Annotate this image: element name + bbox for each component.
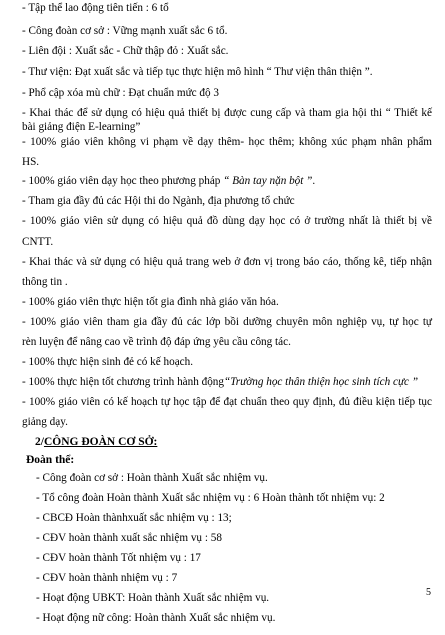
list-item: - Công đoàn cơ sở : Hoàn thành Xuất sắc nhiệm vụ. bbox=[36, 472, 268, 484]
text-line: - 100% giáo viên sử dụng có hiệu quả đồ dùng dạy học có ở trường nhất là thiết bị về bbox=[22, 215, 432, 227]
text-line: - Tập thể lao động tiên tiến : 6 tổ bbox=[22, 2, 169, 14]
list-item: - Hoạt động nữ công: Hoàn thành Xuất sắc nhiệm vụ. bbox=[36, 612, 276, 624]
text-line: bài giảng điện E-learning” bbox=[22, 121, 141, 133]
text-line: - Tham gia đầy đủ các Hội thi do Ngành, địa phương tổ chức bbox=[22, 195, 295, 207]
page-number: 5 bbox=[426, 587, 431, 598]
list-item: - CBCĐ Hoàn thànhxuất sắc nhiệm vụ : 13; bbox=[36, 512, 232, 524]
list-item: - Tổ công đoàn Hoàn thành Xuất sắc nhiệm vụ : 6 Hoàn thành tốt nhiệm vụ: 2 bbox=[36, 492, 385, 504]
text-line: CNTT. bbox=[22, 236, 54, 248]
text-line: - 100% giáo viên dạy học theo phương pháp “ Bàn tay nặn bột ”. bbox=[22, 175, 316, 187]
text-line: rèn luyện để nâng cao về trình độ đáp ứng yêu cầu công tác. bbox=[22, 336, 291, 348]
list-item: - CĐV hoàn thành nhiệm vụ : 7 bbox=[36, 572, 178, 584]
text-line: - 100% giáo viên không vi phạm về dạy thêm- học thêm; không xúc phạm nhân phẩm bbox=[22, 136, 432, 148]
text-line: - Phổ cập xóa mù chữ : Đạt chuẩn mức độ 3 bbox=[22, 87, 219, 99]
text-line: - Khai thác để sử dụng có hiệu quả thiết bị được cung cấp và tham gia hội thi “ Thiết kế bbox=[22, 107, 432, 119]
section-subheading: Đoàn thể: bbox=[26, 454, 75, 466]
text-line: - 100% giáo viên tham gia đầy đủ các lớp bồi dưỡng chuyên môn nghiệp vụ, tự học tự bbox=[22, 316, 432, 328]
section-heading: 2/CÔNG ĐOÀN CƠ SỞ: bbox=[35, 436, 158, 448]
text-line: - 100% giáo viên có kế hoạch tự học tập để đạt chuẩn theo quy định, đủ điều kiện tiếp tục bbox=[22, 396, 432, 408]
text-line: thông tin . bbox=[22, 276, 68, 288]
text-line: - 100% thực hiện sinh đẻ có kế hoạch. bbox=[22, 356, 194, 368]
text-line: HS. bbox=[22, 156, 40, 168]
text-line: - Khai thác và sử dụng có hiệu quả trang web ở đơn vị trong báo cáo, thống kê, tiếp nhận bbox=[22, 256, 432, 268]
text-line: giảng dạy. bbox=[22, 416, 68, 428]
text-line: - Liên đội : Xuất sắc - Chữ thập đỏ : Xuất sắc. bbox=[22, 45, 229, 57]
text-line: - 100% thực hiện tốt chương trình hành động“Trường học thân thiện học sinh tích cực ” bbox=[22, 376, 419, 388]
list-item: - CĐV hoàn thành xuất sắc nhiệm vụ : 58 bbox=[36, 532, 222, 544]
list-item: - Hoạt động UBKT: Hoàn thành Xuất sắc nhiệm vụ. bbox=[36, 592, 270, 604]
list-item: - CĐV hoàn thành Tốt nhiệm vụ : 17 bbox=[36, 552, 201, 564]
text-line: - Thư viện: Đạt xuất sắc và tiếp tục thực hiện mô hình “ Thư viện thân thiện ”. bbox=[22, 66, 373, 78]
text-line: - Công đoàn cơ sở : Vững mạnh xuất sắc 6 tổ. bbox=[22, 25, 228, 37]
text-line: - 100% giáo viên thực hiện tốt gia đình nhà giáo văn hóa. bbox=[22, 296, 279, 308]
